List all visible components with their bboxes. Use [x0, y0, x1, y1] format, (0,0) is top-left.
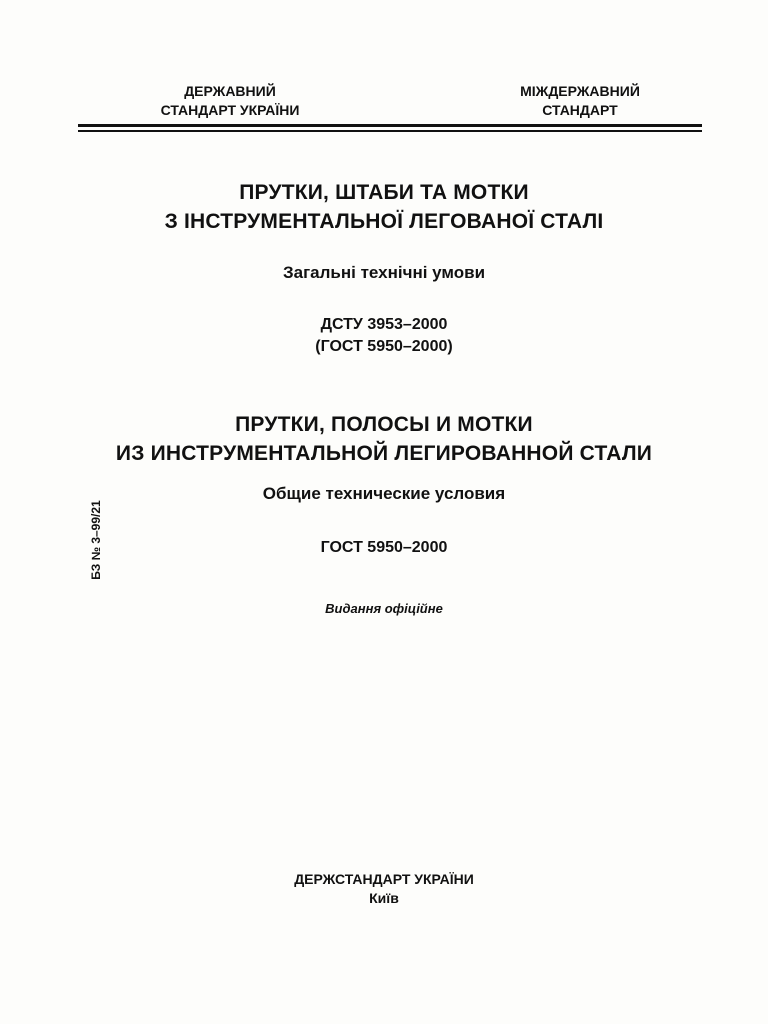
publisher-block	[40, 870, 728, 908]
header-left	[130, 82, 330, 120]
russian-title-line2: ИЗ ИНСТРУМЕНТАЛЬНОЙ ЛЕГИРОВАННОЙ СТАЛИ	[115, 442, 653, 465]
publisher-city: Київ	[369, 890, 399, 906]
ukrainian-title-line2: З ІНСТРУМЕНТАЛЬНОЇ ЛЕГОВАНОЇ СТАЛІ	[164, 210, 604, 233]
russian-subtitle: Общие технические условия	[262, 484, 506, 503]
ukrainian-title-line1: ПРУТКИ, ШТАБИ ТА МОТКИ	[239, 181, 529, 204]
edition-note: Видання офіційне	[325, 601, 443, 616]
header-rule-thick	[78, 124, 702, 127]
ukrainian-standard-code	[40, 314, 728, 358]
publisher-name: ДЕРЖСТАНДАРТ УКРАЇНИ	[294, 871, 474, 887]
dstu-code: ДСТУ 3953–2000	[320, 316, 448, 333]
gost-code-parenthetical: (ГОСТ 5950–2000)	[315, 338, 453, 355]
header-left-line2: СТАНДАРТ УКРАЇНИ	[160, 102, 300, 118]
russian-title-line1: ПРУТКИ, ПОЛОСЫ И МОТКИ	[235, 413, 533, 436]
side-registration-note: БЗ № 3–99/21	[89, 500, 103, 580]
russian-title	[40, 410, 728, 468]
ukrainian-subtitle: Загальні технічні умови	[282, 263, 486, 282]
russian-standard-code: ГОСТ 5950–2000	[320, 539, 448, 556]
header-rule-thin	[78, 130, 702, 132]
header-right	[480, 82, 680, 120]
header-right-line1: МІЖДЕРЖАВНИЙ	[520, 83, 640, 99]
header-right-line2: СТАНДАРТ	[542, 102, 618, 118]
ukrainian-title	[40, 178, 728, 236]
header-left-line1: ДЕРЖАВНИЙ	[184, 83, 276, 99]
